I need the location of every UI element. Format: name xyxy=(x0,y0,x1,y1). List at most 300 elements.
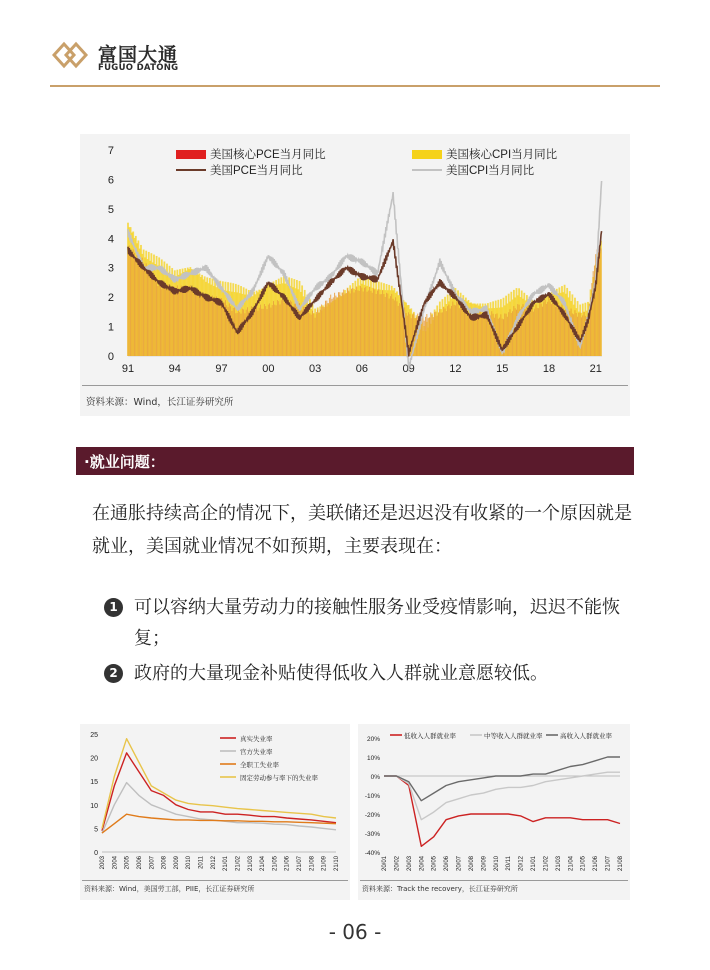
y-tick-label: -10% xyxy=(364,793,380,800)
list-marker: 2 xyxy=(104,664,123,683)
core-pce-bar xyxy=(508,312,509,356)
core-pce-bar xyxy=(217,299,218,356)
core-pce-bar xyxy=(137,254,138,356)
chart-source-divider xyxy=(82,880,348,881)
y-tick-label: 5 xyxy=(94,826,98,834)
core-pce-bar xyxy=(322,307,323,356)
x-tick-label: 20/08 xyxy=(468,856,475,872)
core-pce-bar xyxy=(363,291,364,356)
core-pce-bar xyxy=(350,293,351,356)
x-tick-label: 97 xyxy=(215,363,228,375)
legend-label: 官方失业率 xyxy=(240,749,273,756)
core-pce-bar xyxy=(138,255,139,356)
legend-swatch xyxy=(176,150,206,159)
core-pce-bar xyxy=(372,293,373,356)
core-pce-bar xyxy=(212,296,213,356)
core-pce-bar xyxy=(571,309,572,356)
inflation-chart-panel xyxy=(80,134,630,416)
core-pce-bar xyxy=(389,298,390,356)
chart-source: 资料来源：Track the recovery，长江证券研究所 xyxy=(362,885,518,893)
core-pce-bar xyxy=(443,307,444,356)
legend-label: 美国核心CPI当月同比 xyxy=(446,149,558,161)
core-pce-bar xyxy=(461,304,462,356)
core-pce-bar xyxy=(207,295,208,356)
core-pce-bar xyxy=(155,277,156,356)
unemployment-chart xyxy=(80,724,350,900)
body-paragraph: 在通胀持续高企的情况下，美联储还是迟迟没有收紧的一个原因就是就业，美国就业情况不如预期，主要表现在： xyxy=(92,503,632,557)
x-tick-label: 18 xyxy=(542,363,556,375)
core-pce-bar xyxy=(343,289,344,356)
core-pce-bar xyxy=(312,311,313,356)
x-tick-label: 21/04 xyxy=(568,856,575,872)
core-pce-bar xyxy=(205,300,206,356)
core-pce-bar xyxy=(450,309,451,356)
core-pce-bar xyxy=(361,288,362,356)
core-pce-bar xyxy=(537,308,538,356)
core-pce-bar xyxy=(344,294,345,356)
core-pce-bar xyxy=(558,303,559,356)
core-pce-bar xyxy=(243,309,244,356)
core-pce-bar xyxy=(564,312,565,356)
core-pce-bar xyxy=(247,307,248,356)
core-pce-bar xyxy=(203,293,204,356)
core-pce-bar xyxy=(280,305,281,357)
core-pce-bar xyxy=(311,315,312,356)
x-tick-label: 2010 xyxy=(186,856,193,870)
x-tick-label: 21/06 xyxy=(593,856,600,872)
series-line xyxy=(102,739,336,829)
core-pce-bar xyxy=(517,304,518,356)
core-pce-bar xyxy=(324,307,325,356)
core-pce-bar xyxy=(281,300,282,356)
core-pce-bar xyxy=(152,278,153,356)
x-tick-label: 2006 xyxy=(136,856,143,870)
core-pce-bar xyxy=(394,300,395,356)
x-tick-label: 20/10 xyxy=(493,856,500,872)
legend-label: 真实失业率 xyxy=(240,736,273,743)
x-tick-label: 21/05 xyxy=(580,856,587,872)
core-pce-bar xyxy=(560,308,561,356)
x-tick-label: 2009 xyxy=(173,856,180,870)
x-tick-label: 21/07 xyxy=(297,856,304,872)
core-pce-bar xyxy=(547,302,548,356)
core-pce-bar xyxy=(334,293,335,356)
x-tick-label: 91 xyxy=(121,363,135,375)
core-pce-bar xyxy=(467,310,468,356)
core-pce-bar xyxy=(430,312,431,356)
brand-name-cn: 富国大通 xyxy=(98,44,179,66)
core-pce-bar xyxy=(328,303,329,356)
core-pce-bar xyxy=(252,309,253,356)
core-pce-bar xyxy=(541,304,542,356)
core-pce-bar xyxy=(169,287,170,356)
y-tick-label: 1 xyxy=(107,321,114,334)
brand-logo-icon xyxy=(52,40,92,70)
core-pce-bar xyxy=(278,301,279,356)
core-pce-bar xyxy=(209,301,210,356)
core-pce-bar xyxy=(395,297,396,356)
core-pce-bar xyxy=(378,289,379,356)
core-pce-bar xyxy=(198,292,199,356)
y-tick-label: 15 xyxy=(90,779,98,787)
core-pce-bar xyxy=(539,303,540,356)
core-pce-bar xyxy=(422,316,423,356)
x-tick-label: 21/03 xyxy=(555,856,562,872)
x-tick-label: 94 xyxy=(168,363,181,375)
legend-label: 中等收入人群就业率 xyxy=(484,733,543,740)
core-pce-bar xyxy=(267,309,268,356)
employment-by-income-chart xyxy=(358,724,630,900)
core-pce-bar xyxy=(391,294,392,356)
core-pce-bar xyxy=(260,305,261,356)
core-pce-bar xyxy=(208,296,209,356)
core-pce-bar xyxy=(424,321,425,356)
core-pce-bar xyxy=(261,309,262,356)
legend-label: 美国核心PCE当月同比 xyxy=(210,149,326,161)
core-pce-bar xyxy=(573,314,574,356)
core-pce-bar xyxy=(459,308,460,356)
core-pce-bar xyxy=(302,310,303,356)
core-pce-bar xyxy=(454,305,455,356)
core-pce-bar xyxy=(339,292,340,356)
core-pce-bar xyxy=(468,313,469,356)
core-pce-bar xyxy=(165,288,166,356)
list-marker: 1 xyxy=(104,598,123,617)
chart-source: 资料来源：Wind，长江证券研究所 xyxy=(86,397,234,408)
core-pce-bar xyxy=(399,303,400,356)
core-pce-bar xyxy=(458,304,459,356)
core-pce-bar xyxy=(385,297,386,356)
core-pce-bar xyxy=(382,290,383,356)
y-tick-label: 25 xyxy=(90,732,98,739)
core-pce-bar xyxy=(530,307,531,356)
x-tick-label: 20/06 xyxy=(444,856,451,872)
core-pce-bar xyxy=(300,307,301,356)
core-pce-bar xyxy=(289,305,290,356)
core-pce-bar xyxy=(222,304,223,356)
core-pce-bar xyxy=(445,308,446,356)
core-pce-bar xyxy=(554,302,555,356)
core-pce-bar xyxy=(191,290,192,356)
legend-label: 美国CPI当月同比 xyxy=(446,165,535,177)
core-pce-bar xyxy=(499,318,500,356)
core-pce-bar xyxy=(194,288,195,356)
core-pce-bar xyxy=(393,299,394,356)
core-pce-bar xyxy=(559,308,560,356)
core-pce-bar xyxy=(213,300,214,356)
core-pce-bar xyxy=(269,303,270,356)
core-pce-bar xyxy=(390,296,391,356)
core-pce-bar xyxy=(428,318,429,356)
core-pce-bar xyxy=(326,301,327,356)
core-pce-bar xyxy=(356,286,357,356)
x-tick-label: 21/02 xyxy=(543,856,550,872)
x-tick-label: 21/02 xyxy=(235,856,242,872)
core-pce-bar xyxy=(432,315,433,356)
core-pce-bar xyxy=(161,289,162,356)
core-pce-bar xyxy=(593,271,594,356)
core-pce-bar xyxy=(528,308,529,356)
core-pce-bar xyxy=(166,288,167,356)
list-item: 政府的大量现金补贴使得低收入人群就业意愿较低。 xyxy=(134,663,548,684)
core-pce-bar xyxy=(415,318,416,356)
core-pce-bar xyxy=(195,290,196,356)
core-pce-bar xyxy=(185,287,186,356)
core-pce-bar xyxy=(556,304,557,356)
y-tick-label: 10 xyxy=(90,802,98,810)
core-pce-bar xyxy=(135,257,136,356)
core-pce-bar xyxy=(156,282,157,356)
core-pce-bar xyxy=(172,286,173,356)
core-pce-bar xyxy=(273,301,274,356)
core-pce-bar xyxy=(352,288,353,356)
core-pce-bar xyxy=(348,291,349,356)
y-tick-label: 3 xyxy=(107,262,114,275)
core-pce-bar xyxy=(377,291,378,356)
x-tick-label: 2004 xyxy=(112,856,119,870)
unemployment-chart-panel xyxy=(80,724,350,900)
core-pce-bar xyxy=(229,303,230,356)
legend-label: 美国PCE当月同比 xyxy=(210,165,303,177)
x-tick-label: 21/06 xyxy=(284,856,291,872)
core-pce-bar xyxy=(532,307,533,356)
core-pce-bar xyxy=(567,308,568,356)
core-pce-bar xyxy=(128,247,129,356)
core-pce-bar xyxy=(179,290,180,356)
core-pce-bar xyxy=(493,314,494,356)
core-pce-bar xyxy=(144,266,145,356)
core-pce-bar xyxy=(545,300,546,356)
core-pce-bar xyxy=(438,313,439,356)
core-pce-bar xyxy=(355,290,356,356)
core-pce-bar xyxy=(182,288,183,356)
y-tick-label: 7 xyxy=(107,145,114,157)
core-pce-bar xyxy=(131,253,132,356)
core-pce-bar xyxy=(160,284,161,356)
core-pce-bar xyxy=(357,290,358,356)
core-pce-bar xyxy=(254,311,255,356)
core-pce-bar xyxy=(168,284,169,356)
core-pce-bar xyxy=(216,296,217,356)
core-pce-bar xyxy=(196,295,197,356)
x-tick-label: 21/08 xyxy=(618,856,624,872)
core-pce-bar xyxy=(337,297,338,356)
core-pce-bar xyxy=(237,313,238,356)
core-pce-bar xyxy=(173,286,174,356)
core-pce-bar xyxy=(364,288,365,356)
core-pce-bar xyxy=(402,310,403,356)
core-pce-bar xyxy=(159,283,160,356)
core-pce-bar xyxy=(398,306,399,356)
core-pce-bar xyxy=(477,314,478,356)
core-pce-bar xyxy=(129,245,130,356)
core-pce-bar xyxy=(437,316,438,356)
legend-swatch xyxy=(412,150,442,159)
x-tick-label: 12 xyxy=(449,363,462,375)
core-pce-bar xyxy=(268,305,269,356)
core-pce-bar xyxy=(309,313,310,356)
core-pce-bar xyxy=(276,305,277,356)
core-pce-bar xyxy=(192,292,193,356)
core-pce-bar xyxy=(259,308,260,356)
core-pce-bar xyxy=(157,286,158,356)
x-tick-label: 20/07 xyxy=(456,856,463,872)
core-pce-bar xyxy=(286,298,287,356)
core-pce-bar xyxy=(317,310,318,356)
core-pce-bar xyxy=(215,301,216,356)
x-tick-label: 21/01 xyxy=(223,856,230,872)
core-pce-bar xyxy=(507,317,508,356)
core-pce-bar xyxy=(381,294,382,356)
core-pce-bar xyxy=(178,290,179,356)
x-tick-label: 20/03 xyxy=(406,856,413,872)
core-pce-bar xyxy=(333,297,334,356)
series-line xyxy=(102,783,336,834)
x-tick-label: 20/09 xyxy=(481,856,488,872)
core-pce-bar xyxy=(133,249,134,356)
x-tick-label: 2003 xyxy=(100,856,106,870)
core-pce-bar xyxy=(365,287,366,356)
core-pce-bar xyxy=(481,315,482,356)
core-pce-bar xyxy=(346,293,347,356)
core-pce-bar xyxy=(546,304,547,356)
y-tick-label: 0 xyxy=(107,351,114,363)
core-pce-bar xyxy=(551,304,552,356)
core-pce-bar xyxy=(368,290,369,356)
x-tick-label: 21/09 xyxy=(321,856,328,872)
core-pce-bar xyxy=(272,305,273,356)
section-title: ·就业问题： xyxy=(84,453,165,471)
core-pce-bar xyxy=(435,312,436,356)
core-pce-bar xyxy=(441,313,442,356)
core-pce-bar xyxy=(187,291,188,356)
core-pce-bar xyxy=(485,315,486,356)
y-tick-label: 10% xyxy=(366,755,380,762)
core-pce-bar xyxy=(148,273,149,356)
x-tick-label: 21/08 xyxy=(309,856,316,872)
core-pce-bar xyxy=(277,300,278,356)
core-pce-bar xyxy=(290,300,291,356)
core-pce-bar xyxy=(153,279,154,356)
core-pce-bar xyxy=(134,253,135,356)
core-pce-bar xyxy=(320,310,321,356)
core-pce-bar xyxy=(181,286,182,356)
x-tick-label: 21/05 xyxy=(272,856,279,872)
series-line xyxy=(384,776,620,846)
core-pce-bar xyxy=(130,251,131,356)
core-pce-bar xyxy=(285,302,286,356)
y-tick-label: 0 xyxy=(94,850,98,857)
core-pce-bar xyxy=(176,289,177,356)
core-pce-bar xyxy=(142,258,143,356)
core-pce-bar xyxy=(255,307,256,356)
core-pce-bar xyxy=(199,291,200,356)
y-tick-label: 2 xyxy=(107,292,114,305)
core-pce-bar xyxy=(426,314,427,356)
x-tick-label: 21/04 xyxy=(260,856,267,872)
employment-by-income-chart-panel xyxy=(358,724,630,900)
core-pce-bar xyxy=(338,292,339,356)
core-pce-bar xyxy=(164,284,165,356)
core-pce-bar xyxy=(534,309,535,356)
x-tick-label: 20/11 xyxy=(506,856,513,871)
y-tick-label: 0% xyxy=(370,774,380,781)
core-pce-bar xyxy=(189,289,190,356)
core-pce-bar xyxy=(200,296,201,356)
core-pce-bar xyxy=(218,302,219,356)
core-pce-bar xyxy=(555,307,556,356)
core-pce-bar xyxy=(543,302,544,356)
x-tick-label: 21/01 xyxy=(531,856,538,872)
core-pce-bar xyxy=(434,312,435,356)
core-pce-bar xyxy=(235,313,236,356)
legend-label: 全职工失业率 xyxy=(240,762,279,769)
core-pce-bar xyxy=(351,289,352,356)
core-pce-bar xyxy=(239,312,240,356)
page-number: - 06 - xyxy=(328,920,382,944)
x-tick-label: 2007 xyxy=(149,856,156,870)
core-pce-bar xyxy=(354,292,355,356)
core-pce-bar xyxy=(170,290,171,356)
legend-label: 固定劳动参与率下的失业率 xyxy=(240,775,318,782)
core-pce-bar xyxy=(242,309,243,356)
core-pce-bar xyxy=(140,260,141,356)
core-pce-bar xyxy=(572,313,573,356)
core-pce-bar xyxy=(183,291,184,356)
y-tick-label: 5 xyxy=(107,203,114,216)
core-pce-bar xyxy=(369,287,370,356)
core-pce-bar xyxy=(202,296,203,356)
x-tick-label: 21/03 xyxy=(247,856,254,872)
chart-source-divider xyxy=(82,385,628,386)
y-tick-label: -40% xyxy=(364,850,380,857)
core-pce-bar xyxy=(321,305,322,356)
core-pce-bar xyxy=(447,306,448,356)
core-pce-bar xyxy=(367,292,368,356)
core-pce-bar xyxy=(274,305,275,356)
core-pce-bar xyxy=(580,313,581,356)
core-pce-bar xyxy=(433,317,434,356)
core-pce-bar xyxy=(599,254,600,356)
x-tick-label: 2005 xyxy=(124,856,131,870)
legend-label: 高收入人群就业率 xyxy=(560,733,612,740)
x-tick-label: 20/02 xyxy=(394,856,401,872)
core-pce-bar xyxy=(480,312,481,356)
core-pce-bar xyxy=(550,302,551,356)
x-tick-label: 21 xyxy=(589,363,602,375)
core-pce-bar xyxy=(463,310,464,356)
core-pce-bar xyxy=(535,305,536,356)
core-pce-bar xyxy=(370,291,371,356)
core-pce-bar xyxy=(400,304,401,356)
core-pce-bar xyxy=(231,311,232,356)
core-pce-bar xyxy=(360,286,361,356)
y-tick-label: 20% xyxy=(366,736,380,743)
core-pce-bar xyxy=(456,301,457,356)
legend-label: 低收入人群就业率 xyxy=(404,733,456,740)
core-pce-bar xyxy=(380,294,381,356)
core-pce-bar xyxy=(315,318,316,356)
core-pce-bar xyxy=(451,306,452,356)
core-pce-bar xyxy=(472,315,473,356)
core-pce-bar xyxy=(455,305,456,356)
core-pce-bar xyxy=(174,291,175,356)
core-pce-bar xyxy=(325,301,326,356)
core-pce-bar xyxy=(529,311,530,356)
core-pce-bar xyxy=(506,314,507,356)
core-pce-bar xyxy=(386,293,387,356)
y-tick-label: 6 xyxy=(107,174,114,187)
